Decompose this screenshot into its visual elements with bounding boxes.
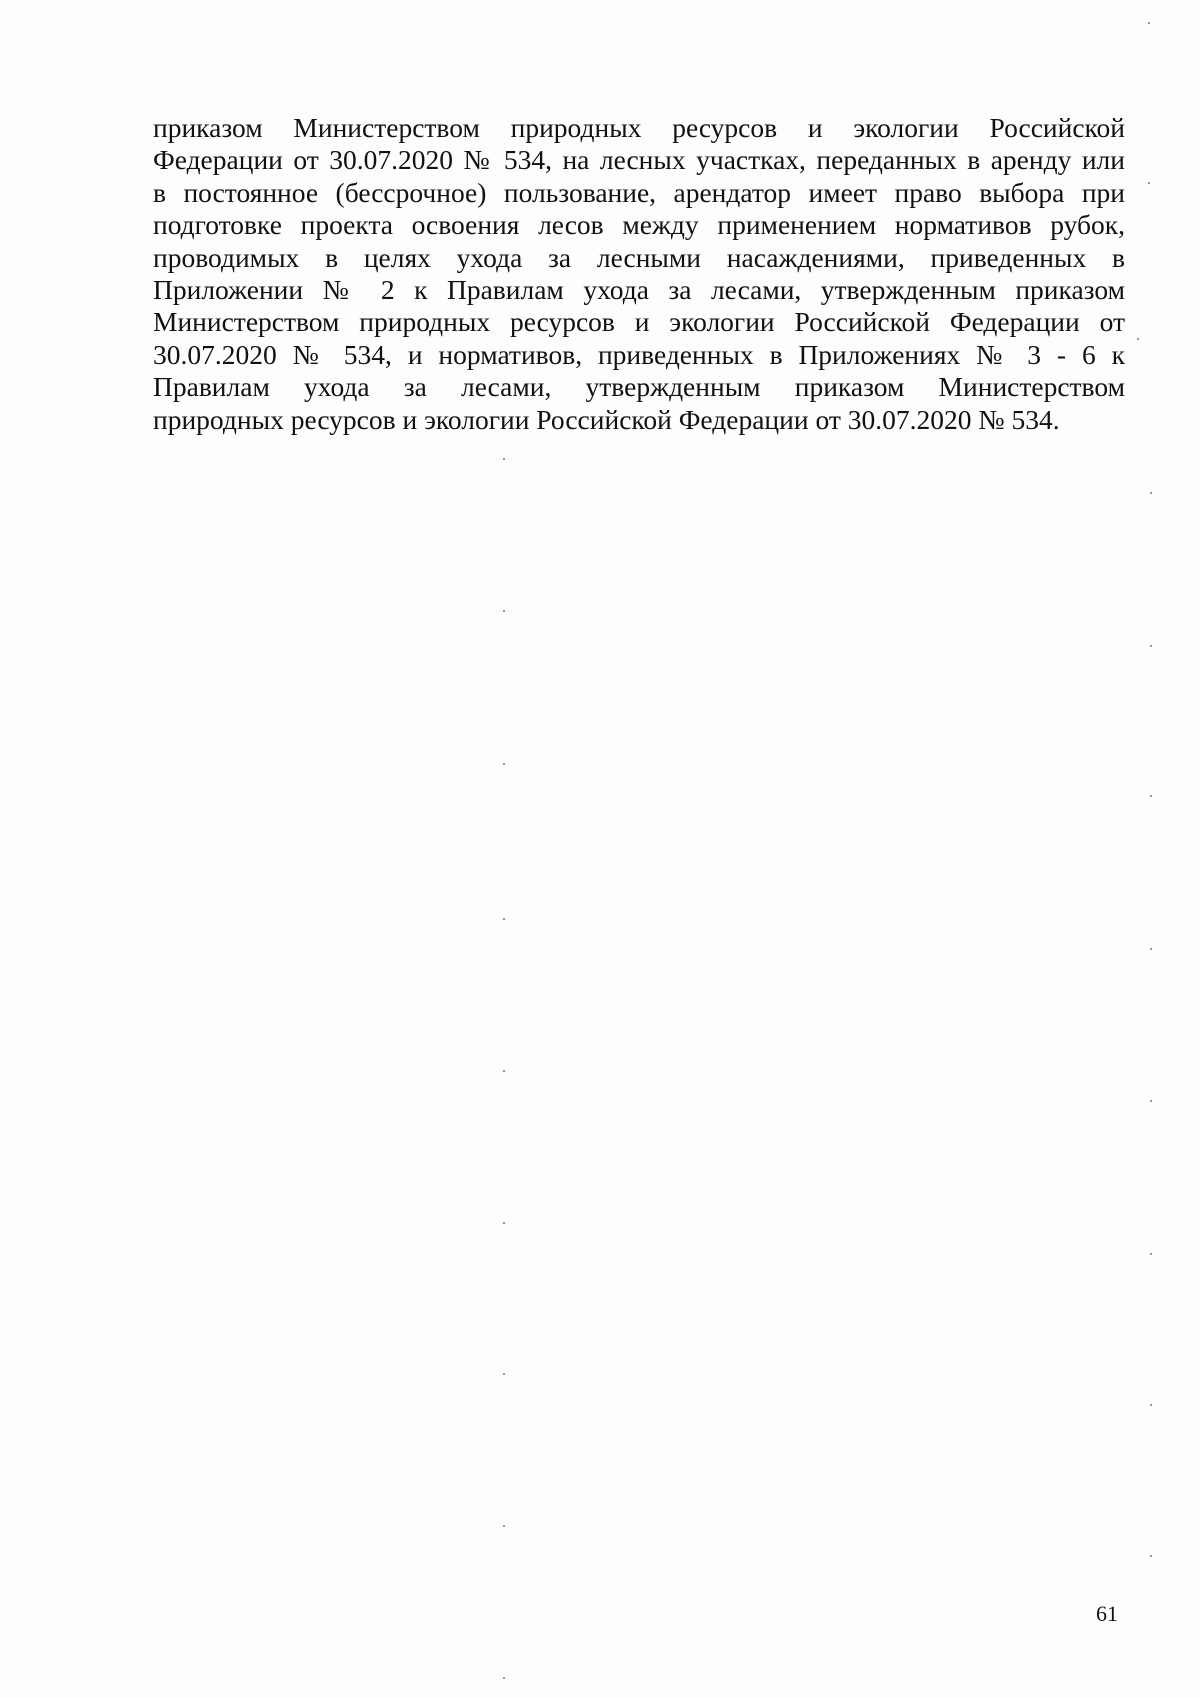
scan-speck: [1148, 22, 1150, 24]
paragraph-line: подготовке проекта освоения лесов между применением нормативов рубок,: [153, 209, 1125, 241]
scan-speck: [1150, 1100, 1152, 1102]
scan-speck: [1148, 182, 1150, 184]
scan-speck: [1150, 948, 1152, 950]
paragraph-line: природных ресурсов и экологии Российской Федерации от 30.07.2020 № 534.: [153, 403, 1060, 435]
scan-speck: [1150, 795, 1152, 797]
body-paragraph: [153, 112, 1125, 436]
scan-speck: [503, 763, 505, 765]
paragraph-line: Министерством природных ресурсов и экологии Российской Федерации от: [153, 306, 1125, 338]
scan-speck: [503, 1677, 505, 1679]
scan-speck: [1150, 1253, 1152, 1255]
paragraph-line: в постоянное (бессрочное) пользование, арендатор имеет право выбора при: [153, 176, 1125, 208]
paragraph-line: приказом Министерством природных ресурсов и экологии Российской: [153, 112, 1125, 143]
scan-speck: [503, 918, 505, 920]
scan-speck: [1150, 1404, 1152, 1406]
scan-speck: [503, 610, 505, 612]
scan-speck: [1150, 492, 1152, 494]
scan-speck: [503, 1222, 505, 1224]
scan-speck: [503, 1070, 505, 1072]
paragraph-line: Федерации от 30.07.2020 № 534, на лесных участках, переданных в аренду или: [153, 144, 1125, 176]
scan-speck: [503, 458, 505, 460]
scan-speck: [1150, 645, 1152, 647]
scan-speck: [1137, 338, 1139, 340]
paragraph-line: 30.07.2020 № 534, и нормативов, приведенных в Приложениях № 3 - 6 к: [153, 338, 1125, 370]
scan-speck: [503, 1373, 505, 1375]
scan-speck: [1150, 1555, 1152, 1557]
paragraph-line: проводимых в целях ухода за лесными насаждениями, приведенных в: [153, 241, 1125, 273]
page-number: 61: [1096, 1601, 1118, 1626]
paragraph-line: Приложении № 2 к Правилам ухода за лесами, утвержденным приказом: [153, 274, 1125, 306]
paragraph-line: Правилам ухода за лесами, утвержденным приказом Министерством: [153, 371, 1125, 403]
scan-speck: [503, 1525, 505, 1527]
